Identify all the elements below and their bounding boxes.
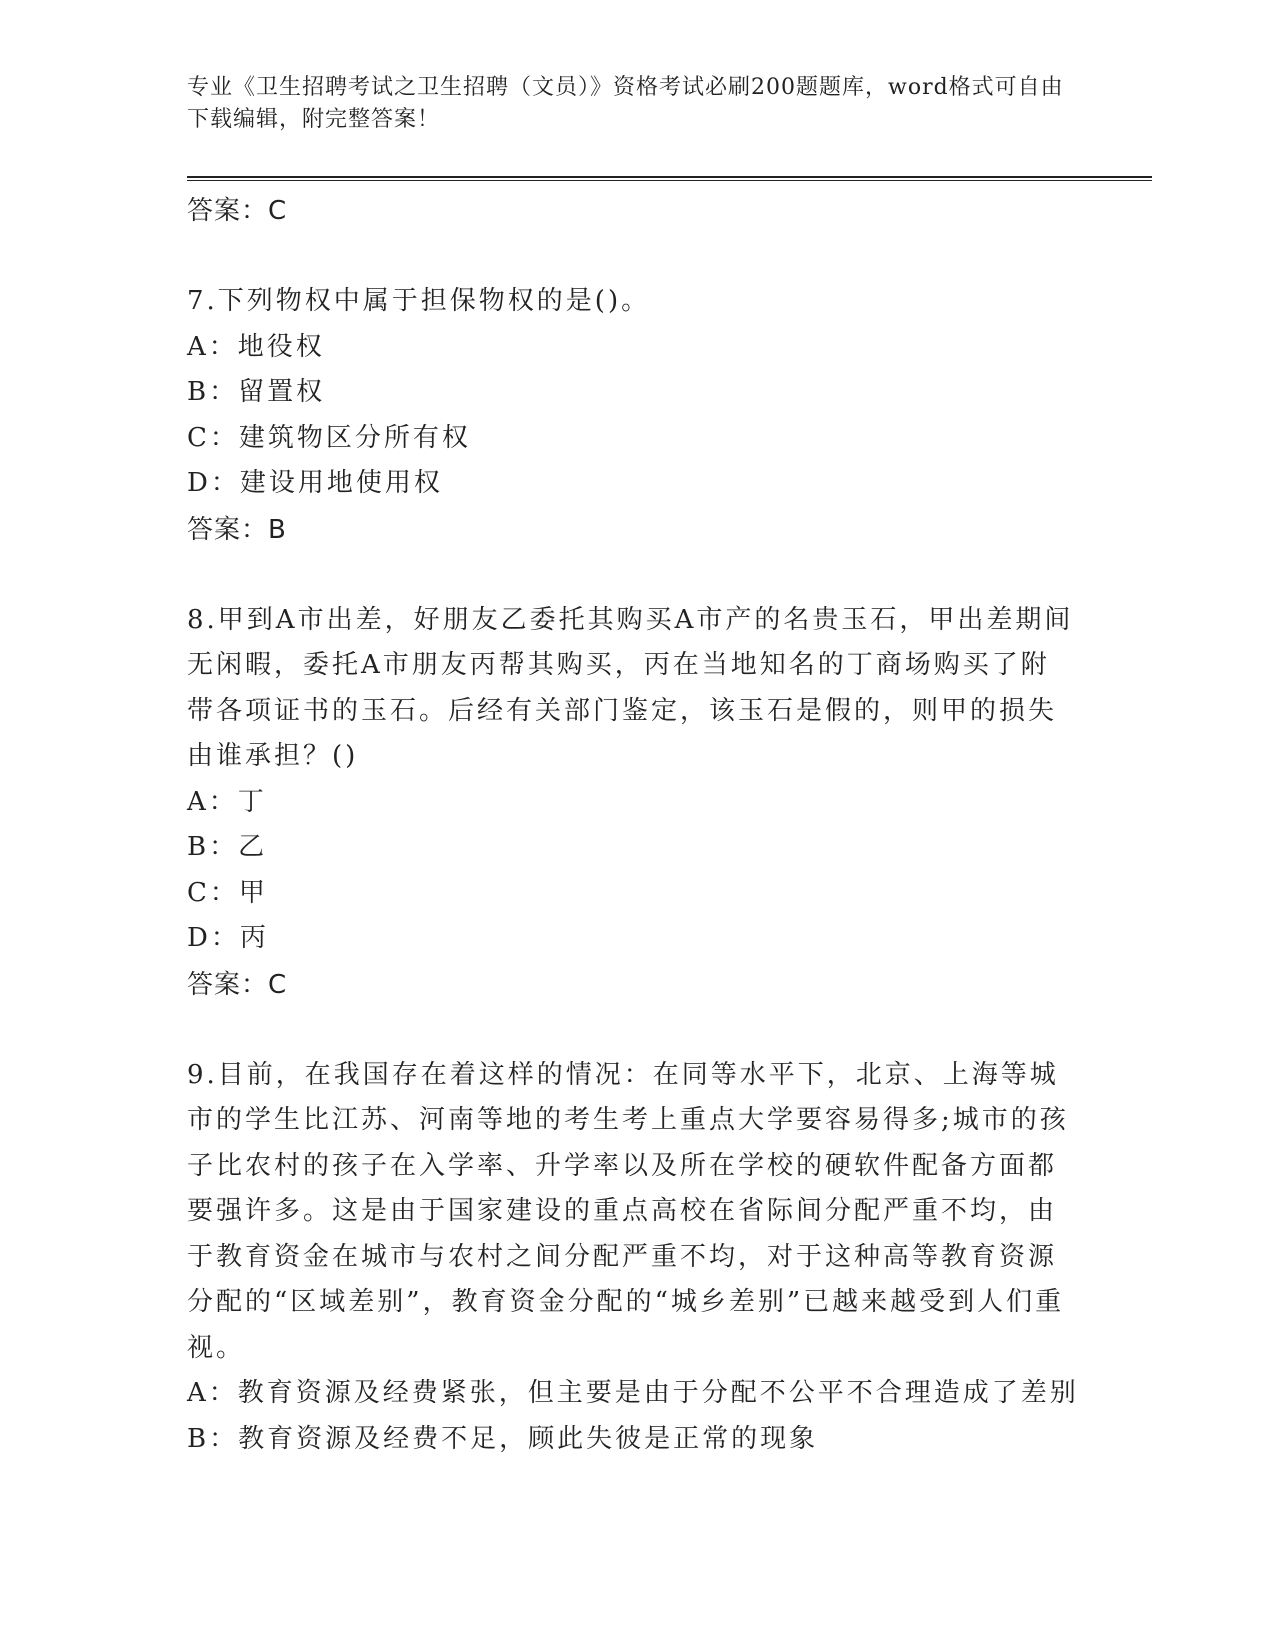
question-8-text: 8.甲到A市出差，好朋友乙委托其购买A市产的名贵玉石，甲出差期间无闲暇，委托A市朋友丙帮其购买，丙在当地知名的丁商场购买了附带各项证书的玉石。后经有关部门鉴定，该玉石是假的，则甲的损失由谁承担？() xyxy=(187,604,1074,771)
option-d: D：丙 xyxy=(187,923,269,953)
header-divider xyxy=(187,176,1152,181)
header-text: 专业《卫生招聘考试之卫生招聘（文员）》资格考试必刷200题题库，word格式可自由下载编辑，附完整答案！ xyxy=(187,75,1064,132)
option-b: B：乙 xyxy=(187,832,268,862)
spacer xyxy=(187,553,1077,598)
option-b: B：留置权 xyxy=(187,377,326,407)
answer-6: 答案：C xyxy=(187,196,288,226)
question-8 xyxy=(187,598,1077,1008)
question-content xyxy=(187,188,1077,1462)
question-9-text: 9.目前，在我国存在着这样的情况：在同等水平下，北京、上海等城市的学生比江苏、河南等地的考生考上重点大学要容易得多;城市的孩子比农村的孩子在入学率、升学率以及所在学校的硬软件配备方面都要强许多。这是由于国家建设的重点高校在省际间分配严重不均，由于教育资金在城市与农村之间分配严重不均，对于这种高等教育资源分配的“区域差别”，教育资金分配的“城乡差别”已越来越受到人们重视。 xyxy=(187,1059,1069,1363)
option-c: C：甲 xyxy=(187,877,268,908)
answer-8: 答案：C xyxy=(187,969,288,1000)
question-7-text: 7.下列物权中属于担保物权的是()。 xyxy=(187,286,651,316)
spacer xyxy=(187,234,1077,279)
question-9 xyxy=(187,1053,1077,1463)
option-a: A：丁 xyxy=(187,786,267,817)
answer-7: 答案：B xyxy=(187,514,287,545)
document-header xyxy=(187,72,1067,136)
option-b: B：教育资源及经费不足，顾此失彼是正常的现象 xyxy=(187,1423,819,1454)
spacer xyxy=(187,1008,1077,1053)
option-c: C：建筑物区分所有权 xyxy=(187,422,471,453)
option-a: A：教育资源及经费紧张，但主要是由于分配不公平不合理造成了差别 xyxy=(187,1378,1079,1408)
question-7 xyxy=(187,279,1077,553)
option-d: D：建设用地使用权 xyxy=(187,468,443,498)
option-a: A：地役权 xyxy=(187,331,325,362)
